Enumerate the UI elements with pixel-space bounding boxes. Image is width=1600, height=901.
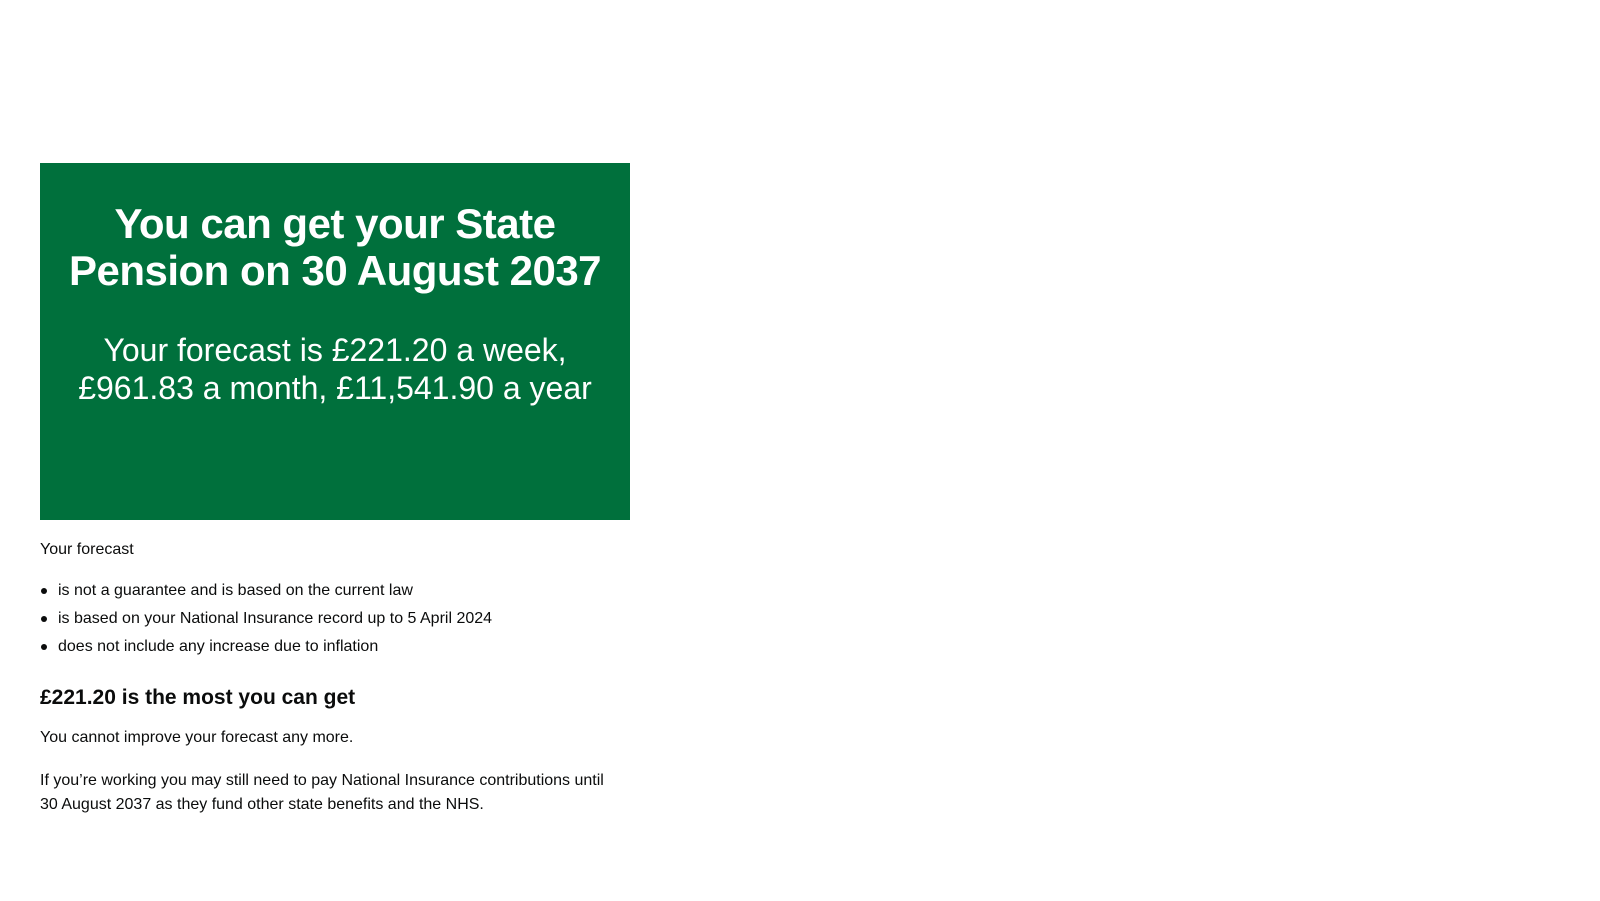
forecast-summary: Your forecast is £221.20 a week, £961.83 a month, £11,541.90 a year [78, 332, 592, 406]
main-content [40, 163, 630, 817]
working-note-text: If you’re working you may still need to pay National Insurance contributions until 30 August 2037 as they fund other state benefits and the NHS. [40, 772, 604, 813]
cannot-improve-text: You cannot improve your forecast any more. [40, 729, 354, 746]
bullet-icon [41, 588, 47, 594]
panel-title: You can get your State Pension on 30 August 2037 [68, 200, 602, 294]
forecast-intro: Your forecast [40, 541, 134, 558]
confirmation-panel [40, 163, 630, 520]
list-item [40, 636, 630, 658]
max-amount-heading: £221.20 is the most you can get [40, 686, 356, 709]
list-item-text: is not a guarantee and is based on the current law [58, 582, 413, 599]
forecast-conditions-list [40, 580, 630, 658]
bullet-icon [41, 616, 47, 622]
list-item-text: does not include any increase due to inflation [58, 638, 379, 655]
list-item-text: is based on your National Insurance record up to 5 April 2024 [58, 610, 493, 627]
bullet-icon [41, 644, 47, 650]
list-item [40, 580, 630, 602]
list-item [40, 608, 630, 630]
